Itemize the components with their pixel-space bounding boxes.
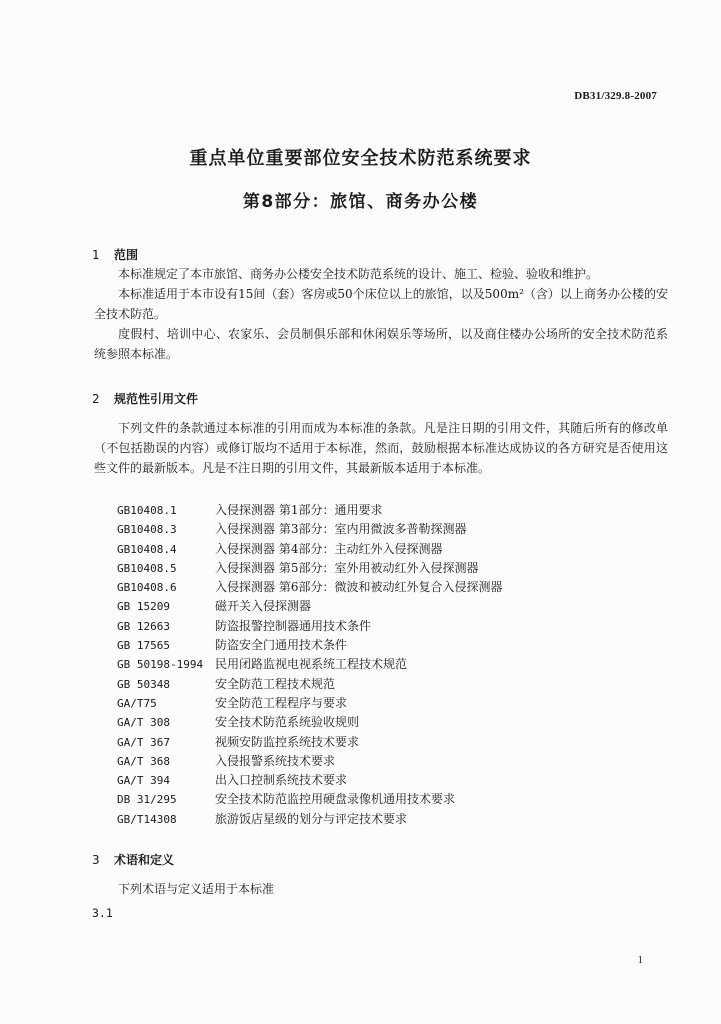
reference-title: 安全防范工程技术规范 (215, 676, 336, 691)
reference-code: GB 50348 (117, 677, 170, 691)
document-subtitle: 第8部分：旅馆、商务办公楼 (242, 192, 479, 212)
reference-code: GA/T 394 (117, 774, 170, 788)
section-1-paragraph-3: 度假村、培训中心、农家乐、会员制俱乐部和休闲娱乐等场所，以及商住楼办公场所的安全技术防范系统参照本标准。 (94, 327, 668, 361)
reference-code: GB10408.4 (117, 542, 177, 556)
reference-code: GA/T 368 (117, 754, 170, 768)
reference-row (117, 694, 502, 713)
reference-title: 安全防范工程程序与要求 (215, 695, 348, 710)
section-1-heading (92, 246, 138, 263)
reference-code: GB10408.6 (117, 581, 177, 595)
section-3-title: 术语和定义 (114, 853, 175, 867)
reference-row (117, 771, 502, 790)
reference-title: 入侵探测器 第5部分：室外用被动红外入侵探测器 (215, 560, 479, 575)
reference-code: GB10408.5 (117, 561, 177, 575)
reference-title: 入侵探测器 第3部分：室内用微波多普勒探测器 (215, 522, 467, 537)
reference-row (117, 501, 502, 520)
reference-row (117, 559, 502, 578)
reference-row (117, 790, 502, 809)
reference-title: 视频安防监控系统技术要求 (215, 734, 360, 749)
reference-row (117, 675, 502, 694)
section-1-number: 1 (92, 248, 100, 262)
reference-row (117, 617, 502, 636)
section-1-paragraph-1: 本标准规定了本市旅馆、商务办公楼安全技术防范系统的设计、施工、检验、验收和维护。 (118, 267, 599, 281)
reference-row (117, 713, 502, 732)
reference-title: 防盗报警控制器通用技术条件 (215, 618, 372, 633)
standard-number: DB31/329.8-2007 (574, 90, 657, 102)
reference-row (117, 636, 502, 655)
reference-code: GA/T 367 (117, 735, 170, 749)
reference-row (117, 597, 502, 616)
section-1-title: 范围 (114, 248, 139, 262)
section-2-title: 规范性引用文件 (114, 392, 199, 406)
reference-code: GA/T75 (117, 696, 157, 710)
page-number: 1 (637, 954, 643, 966)
reference-title: 入侵探测器 第4部分：主动红外入侵探测器 (215, 541, 443, 556)
reference-title: 入侵探测器 第6部分：微波和被动红外复合入侵探测器 (215, 580, 503, 595)
document-title: 重点单位重要部位安全技术防范系统要求 (189, 148, 532, 169)
reference-code: GB 12663 (117, 619, 170, 633)
reference-row (117, 520, 502, 539)
normative-references-list (117, 501, 502, 829)
reference-code: GB 15209 (117, 600, 170, 614)
reference-code: DB 31/295 (117, 793, 177, 807)
reference-title: 入侵报警系统技术要求 (215, 753, 336, 768)
reference-code: GB/T14308 (117, 812, 177, 826)
reference-code: GB 50198-1994 (117, 658, 204, 672)
reference-code: GB10408.1 (117, 504, 177, 517)
reference-row (117, 540, 502, 559)
reference-title: 民用闭路监视电视系统工程技术规范 (215, 657, 408, 672)
reference-title: 安全技术防范监控用硬盘录像机通用技术要求 (215, 792, 456, 807)
section-2-paragraph-1: 下列文件的条款通过本标准的引用而成为本标准的条款。凡是注日期的引用文件，其随后所有的修改单（不包括勘误的内容）或修订版均不适用于本标准，然而，鼓励根据本标准达成协议的各方研究是否使用这些文件的最新版本。凡是不注日期的引用文件，其最新版本适用于本标准。 (94, 421, 668, 475)
reference-row (117, 752, 502, 771)
reference-title: 出入口控制系统技术要求 (215, 773, 348, 788)
reference-title: 入侵探测器 第1部分：通用要求 (215, 503, 383, 517)
reference-title: 磁开关入侵探测器 (215, 599, 312, 614)
reference-code: GA/T 308 (117, 716, 170, 730)
reference-code: GB 17565 (117, 639, 170, 653)
reference-row (117, 578, 502, 597)
section-2-number: 2 (92, 392, 100, 406)
section-1-paragraph-2: 本标准适用于本市设有15间（套）客房或50个床位以上的旅馆，以及500m²（含）以上商务办公楼的安全技术防范。 (94, 287, 668, 321)
reference-title: 旅游饭店星级的划分与评定技术要求 (215, 811, 408, 826)
subclause-number: 3.1 (92, 906, 113, 920)
reference-row (117, 810, 502, 829)
section-3-number: 3 (92, 853, 100, 867)
section-3-paragraph-1: 下列术语与定义适用于本标准 (118, 882, 275, 896)
reference-row (117, 655, 502, 674)
reference-title: 安全技术防范系统验收规则 (215, 715, 360, 730)
reference-title: 防盗安全门通用技术条件 (215, 638, 348, 653)
section-2-heading (92, 390, 198, 407)
reference-row (117, 733, 502, 752)
reference-code: GB10408.3 (117, 523, 177, 537)
section-3-heading (92, 851, 174, 868)
